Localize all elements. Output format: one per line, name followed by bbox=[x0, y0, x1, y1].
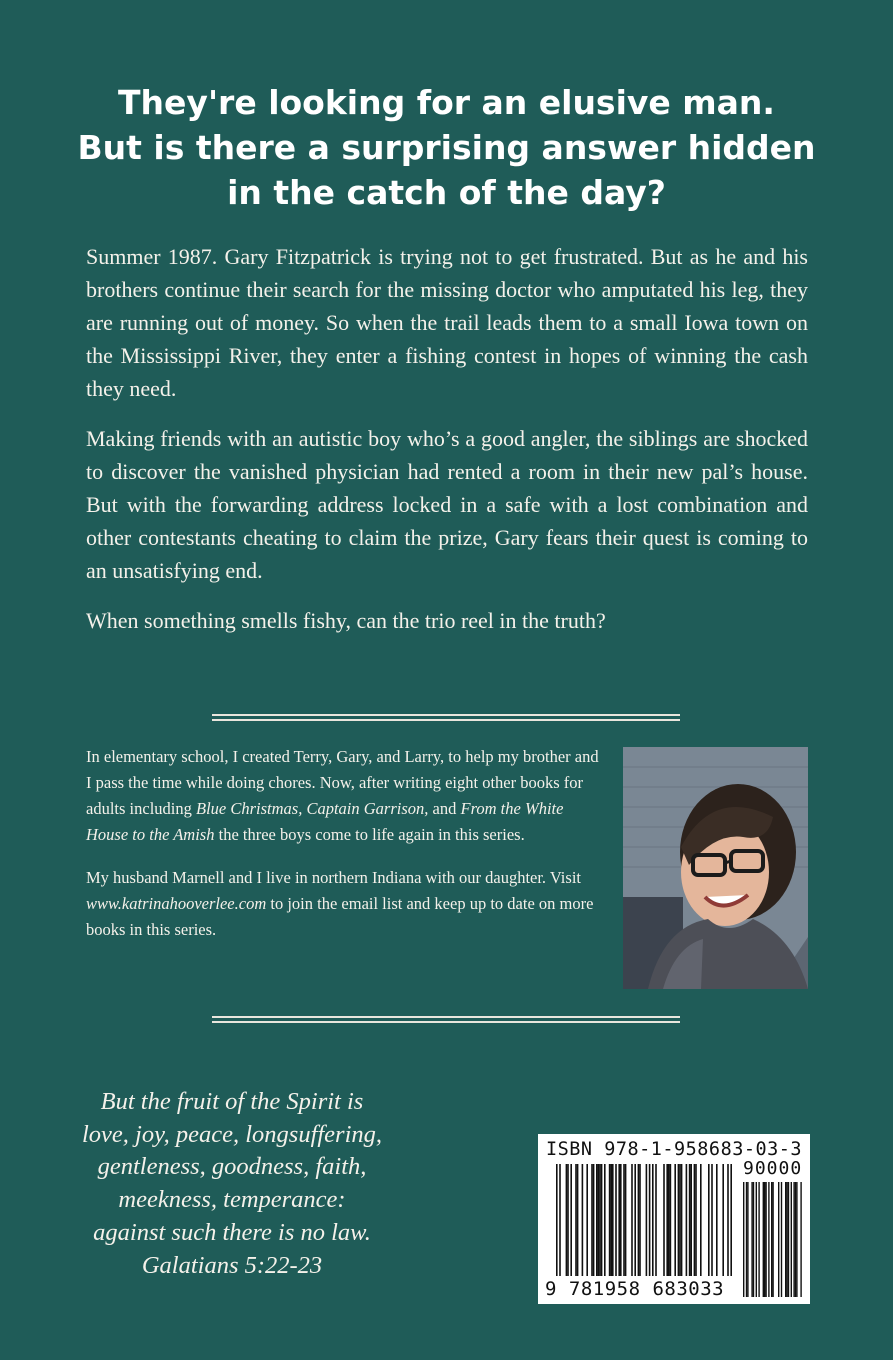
author-photo bbox=[623, 747, 808, 989]
addon-bar bbox=[763, 1182, 764, 1297]
barcode-bar bbox=[686, 1164, 688, 1276]
barcode-bar bbox=[570, 1164, 572, 1276]
book-title-captain-garrison: Captain Garrison, bbox=[306, 799, 429, 818]
barcode-bar bbox=[609, 1164, 611, 1276]
barcode-bar bbox=[678, 1164, 680, 1276]
bio-paragraph-1 bbox=[86, 744, 601, 848]
addon-bar bbox=[786, 1182, 787, 1297]
blurb-paragraph-1: Summer 1987. Gary Fitzpatrick is trying not to get frustrated. But as he and his brothers continue their search for the missing doctor who amputated his leg, they are running out of money. So when the trail leads them to a small Iowa town on the Mississippi River, they enter a fishing contest in hopes of winning the cash they need. bbox=[86, 244, 808, 401]
book-title-white-house-amish: From the White House to the Amish bbox=[86, 799, 564, 844]
barcode-bar bbox=[663, 1164, 665, 1276]
addon-bar bbox=[758, 1182, 759, 1297]
barcode-bar bbox=[694, 1164, 696, 1276]
barcode-bar bbox=[655, 1164, 657, 1276]
bio-paragraph-2 bbox=[86, 865, 601, 943]
headline bbox=[0, 80, 893, 215]
barcode-bar bbox=[634, 1164, 636, 1276]
barcode-bar bbox=[649, 1164, 651, 1276]
blurb-paragraph-3: When something smells fishy, can the trio reel in the truth? bbox=[86, 608, 606, 633]
barcode-bar bbox=[618, 1164, 620, 1276]
addon-bar bbox=[781, 1182, 782, 1297]
addon-bar bbox=[796, 1182, 797, 1297]
barcode-bar bbox=[591, 1164, 593, 1276]
barcode-bar bbox=[601, 1164, 603, 1276]
barcode-bar bbox=[727, 1164, 729, 1276]
barcode-bar bbox=[670, 1164, 672, 1276]
barcode-bar bbox=[708, 1164, 710, 1276]
barcode-bar bbox=[689, 1164, 691, 1276]
bio-text: and bbox=[428, 799, 461, 818]
barcode-bar bbox=[596, 1164, 598, 1276]
barcode-bar bbox=[631, 1164, 633, 1276]
headline-line-1: They're looking for an elusive man. bbox=[118, 83, 775, 122]
barcode-bar bbox=[730, 1164, 732, 1276]
addon-bar bbox=[747, 1182, 748, 1297]
barcode-bar bbox=[652, 1164, 654, 1276]
barcode-bar bbox=[610, 1164, 612, 1276]
barcode-bar bbox=[604, 1164, 606, 1276]
bio-text: to join the email list and keep up to date on more books in this series. bbox=[86, 894, 594, 939]
barcode-bar bbox=[556, 1164, 558, 1276]
barcode-bar bbox=[639, 1164, 641, 1276]
barcode-bar bbox=[615, 1164, 617, 1276]
book-title-blue-christmas: Blue Christmas, bbox=[196, 799, 303, 818]
isbn-number: ISBN 978-1-958683-03-3 bbox=[546, 1139, 803, 1160]
addon-bar bbox=[778, 1182, 779, 1297]
isbn-barcode bbox=[538, 1134, 810, 1304]
headline-line-2: But is there a surprising answer hidden bbox=[77, 128, 816, 167]
addon-bar bbox=[771, 1182, 772, 1297]
barcode-bar bbox=[620, 1164, 622, 1276]
addon-bar bbox=[788, 1182, 789, 1297]
barcode-bar bbox=[623, 1164, 625, 1276]
addon-bar bbox=[765, 1182, 766, 1297]
quote-line-4: meekness, temperance: bbox=[118, 1186, 346, 1214]
barcode-bar bbox=[638, 1164, 640, 1276]
barcode-bar bbox=[612, 1164, 614, 1276]
bio-text: the three boys come to life again in this series. bbox=[214, 825, 525, 844]
blurb-paragraph-2: Making friends with an autistic boy who’s a good angler, the siblings are shocked to discover the vanished physician had rented a room in their new pal’s house. But with the forwarding address locked in a safe with a lost combination and other contestants cheating to claim the prize, Gary fears their quest is coming to an unsatisfying end. bbox=[86, 426, 808, 583]
divider-top bbox=[212, 714, 680, 722]
barcode-bar bbox=[559, 1164, 561, 1276]
quote-line-1: But the fruit of the Spirit is bbox=[100, 1088, 364, 1115]
barcode-bar bbox=[575, 1164, 577, 1276]
barcode-bar bbox=[625, 1164, 627, 1276]
barcode-bar bbox=[681, 1164, 683, 1276]
barcode-bar bbox=[674, 1164, 676, 1276]
barcode-bar bbox=[566, 1164, 568, 1276]
barcode-bar bbox=[598, 1164, 600, 1276]
barcode-bar bbox=[700, 1164, 702, 1276]
scripture-quote bbox=[62, 1086, 402, 1282]
barcode-bar bbox=[716, 1164, 718, 1276]
barcode-bar bbox=[646, 1164, 648, 1276]
headline-line-3: in the catch of the day? bbox=[227, 173, 666, 212]
ean-digits: 9 781958 683033 bbox=[545, 1278, 725, 1300]
barcode-bar bbox=[666, 1164, 668, 1276]
barcode-bar bbox=[593, 1164, 595, 1276]
addon-bar bbox=[764, 1182, 765, 1297]
addon-bar bbox=[751, 1182, 752, 1297]
barcode-bar bbox=[695, 1164, 697, 1276]
barcode-bar bbox=[586, 1164, 588, 1276]
barcode-bar bbox=[577, 1164, 579, 1276]
addon-bar bbox=[795, 1182, 796, 1297]
author-bio bbox=[86, 744, 601, 960]
quote-citation: Galatians 5:22-23 bbox=[141, 1251, 323, 1279]
barcode-bar bbox=[722, 1164, 724, 1276]
author-website-link[interactable]: www.katrinahooverlee.com bbox=[86, 894, 267, 913]
addon-bar bbox=[800, 1182, 801, 1297]
addon-bar bbox=[785, 1182, 786, 1297]
barcode-bar bbox=[567, 1164, 569, 1276]
quote-line-5: against such there is no law. bbox=[93, 1218, 371, 1246]
bio-text: In elementary school, I created Terry, Gary, and Larry, to help my brother and I pass the time while doing chores. Now, after writing eight other books for adults including bbox=[86, 747, 599, 818]
barcode-bar bbox=[668, 1164, 670, 1276]
barcode-bar bbox=[582, 1164, 584, 1276]
addon-bar bbox=[791, 1182, 792, 1297]
addon-bar bbox=[746, 1182, 747, 1297]
bio-text: My husband Marnell and I live in northern Indiana with our daughter. Visit bbox=[86, 868, 581, 887]
quote-line-3: gentleness, goodness, faith, bbox=[97, 1153, 367, 1181]
addon-bar bbox=[768, 1182, 769, 1297]
addon-bar bbox=[793, 1182, 794, 1297]
quote-line-2: love, joy, peace, longsuffering, bbox=[81, 1120, 383, 1148]
barcode-bar bbox=[690, 1164, 692, 1276]
addon-bar bbox=[772, 1182, 773, 1297]
addon-bar bbox=[753, 1182, 754, 1297]
barcode-bar bbox=[599, 1164, 601, 1276]
barcode-bar bbox=[679, 1164, 681, 1276]
price-addon-number: 90000 bbox=[743, 1158, 803, 1179]
barcode-bar bbox=[711, 1164, 713, 1276]
divider-bottom bbox=[212, 1016, 680, 1024]
book-blurb bbox=[86, 240, 808, 654]
addon-bar bbox=[756, 1182, 757, 1297]
